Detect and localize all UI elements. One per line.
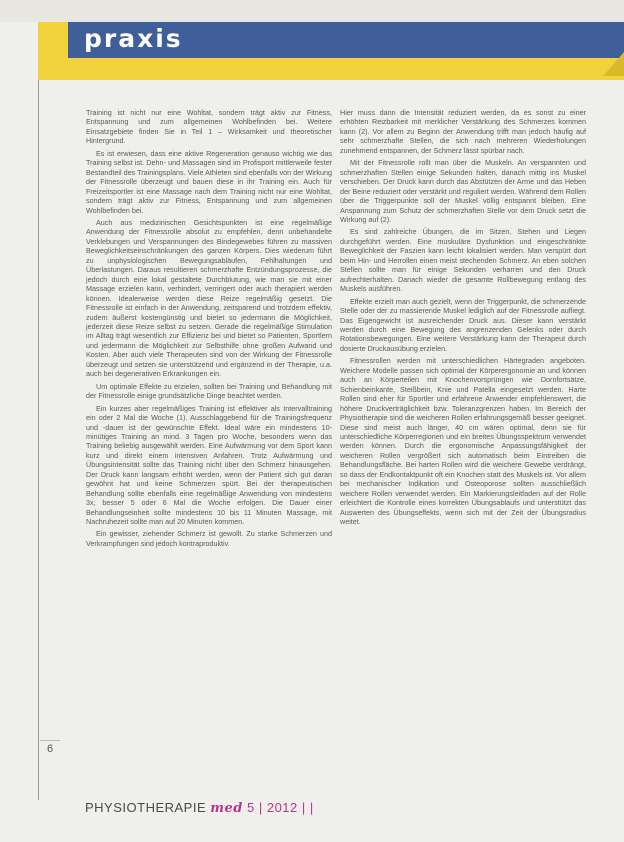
top-margin [0, 0, 624, 22]
page-number: 6 [40, 740, 60, 755]
journal-footer [85, 800, 314, 816]
paragraph: Auch aus medizinischen Gesichtspunkten ist eine regelmäßige Anwendung der Fitnessrolle absolut zu empfehlen, denn unbehandelte Verklebungen und Verspannungen des Bindegewebes führen zu massiven Beweglichkeitseinschränkungen des ganzen Körpers. Dies wiederum führt zu unphysiologischen Bewegungsabläufen, Fehlhaltungen und Überlastungen. Daraus resultieren schmerzhafte Entzündungsprozesse, die jedoch durch eine lokal gestaltete Durchblutung, wie man sie mit einer Massage erzielen kann, verhindert, verringert oder auch therapiert werden können. Idealerweise werden diese Reize regelmäßig gesetzt. Die Fitnessrolle ist einfach in der Anwendung, zeitsparend und trotzdem effektiv, zudem äußerst kostengünstig und bietet so jedermann die Möglichkeit, jederzeit diese Reize selbst zu setzen. Gerade die regelmäßige Stimulation im Alltag trägt wesentlich zur Effizienz bei und bietet so Patienten, Sportlern und jedermann die Möglichkeit zur Selbsthilfe ohne großen Aufwand und Kosten. Aber auch viele Therapeuten sind von der Wirkung der Fitnessrolle überzeugt und setzen sie unterstützend und ergänzend in der Therapie, u.a. auch bei degenerativen Erkrankungen ein. [86, 217, 332, 379]
text-column-right [340, 108, 586, 529]
text-column-left [86, 108, 332, 551]
paragraph: Ein kurzes aber regelmäßiges Training ist effektiver als Intervalltraining ein oder 2 Mal die Woche (1). Ausschlaggebend für die Trainingsfrequenz und -dauer ist der gewünschte Effekt. Ideal wäre ein mindestens 10-minütiges Training an mind. 3 Tagen pro Woche, besonders wenn das Training beliebig ausgewählt werden. Eine Aufwärmung vor dem Sport kann kurz und direkt einem intensiven Anfahren. Trotz Aufwärmung und Übungsintensität sollte das Training nicht über den Schmerz hinausgehen. Der Druck kann langsam erhöht werden, wenn der Patient sich gut daran gewöhnt hat und keine Schmerzen spürt. Bei der therapeutischen Behandlung sollte ebenfalls eine regelmäßige Anwendung von mindestens 3x, besser 5 oder 6 Mal die Woche erfolgen. Die Dauer einer Behandlungseinheit sollte mindestens 10 bis 11 Minuten Massage, mit Nachruhezeit sollte man auf 20 Minuten kommen. [86, 403, 332, 527]
paragraph: Ein gewisser, ziehender Schmerz ist gewollt. Zu starke Schmerzen und Verkrampfungen sind jedoch kontraproduktiv. [86, 529, 332, 548]
corner-decoration [603, 52, 624, 76]
journal-suffix: med [210, 801, 243, 816]
section-title: praxis [84, 24, 183, 53]
paragraph: Mit der Fitnessrolle rollt man über die Muskeln. An verspannten und schmerzhaften Stellen einige Sekunden halten, danach mittig ins Muskel verschieben. Der Druck kann durch das Abstützen der Arme und das Heben der Beine reduziert oder verstärkt und reguliert werden. Während dem Rollen über die Triggerpunkte soll der Muskel völlig entspannt bleiben. Eine Anspannung zum Schutz der schmerzhaften Stelle vor dem Druck setzt die Wirkung auf (2). [340, 158, 586, 224]
paragraph: Training ist nicht nur eine Wohltat, sondern trägt aktiv zur Fitness, Entspannung und zum allgemeinen Wohlbefinden bei. Weitere Einsatzgebiete finden Sie in Teil 1 – Wirksamkeit und theoretischer Hintergrund. [86, 108, 332, 146]
journal-name: PHYSIOTHERAPIE [85, 800, 207, 815]
paragraph: Es sind zahlreiche Übungen, die im Sitzen, Stehen und Liegen durchgeführt werden. Eine muskuläre Dysfunktion und eingeschränkte Beweglichkeit der Faszien kann leicht lokalisiert werden. Man verspürt dort beim Hin- und Herrollen einen meist stechenden Schmerz. An eben solchen Stellen sollte man für einige Sekunden verharren und den Druck aufrechterhalten. Danach wieder die gesamte Rollbewegung entlang des Muskels ausführen. [340, 227, 586, 294]
paragraph: Fitnessrollen werden mit unterschiedlichen Härtegraden angeboten. Weichere Modelle passen sich optimal der Körperergonomie an und können auch an Körperteilen mit Knochenvorsprüngen wie Dornfortsätze, Schienbeinkante, Steißbein, Knie und Patella eingesetzt werden. Harte Rollen sind eher für Sportler und erfahrene Anwender empfehlenswert, die höhere Druckverträglichkeit bzw. Toleranzgrenzen haben. Im Bereich der Physiotherapie sind die weicheren Rollen erfahrungsgemäß besser geeignet. Diese sind meist auch länger, 40 cm wären optimal, denn sie für unterschiedliche Körperregionen und ein breites Übungsspektrum verwendet werden können. Durch die ergonomische Anpassungsfähigkeit der weicheren Rollen vergrößert sich automatisch beim Eintreiben die Behandlungsfläche. Bei harten Rollen wird die weichere Gewebe verdrängt, so dass der Endkontaktpunkt oft ein Knochen statt des Muskels ist. Vor allem bei mechanischer Indikation und Osteoporose sollten ausschließlich weichere Rollen verwendet werden. Ein Markierungsleitfaden auf der Rolle erleichtert die Kontrolle eines korrekten Übungsablaufs und unterstützt das Auswerten des Übungseffekts, wenn sich mit der Zeit der Übungsradius weitet. [340, 356, 586, 527]
issue-info: 5 | 2012 | | [247, 800, 314, 815]
paragraph: Um optimale Effekte zu erzielen, sollten bei Training und Behandlung mit der Fitnessrolle einige grundsätzliche Dinge beachtet werden. [86, 381, 332, 401]
paragraph: Effekte erzielt man auch gezielt, wenn der Triggerpunkt, die schmerzende Stelle oder der zu massierende Muskel lediglich auf der Fitnessrolle aufliegt. Das Eigengewicht ist ausreichender Druck aus. Dieser kann verstärkt werden durch eine Bewegung des angrenzenden Gelenks oder durch Rotationsbewegungen. Eine weitere Verstärkung kann der Therapeut durch dosierte Druckausübung erzielen. [340, 296, 586, 353]
margin-rule [38, 80, 39, 800]
paragraph: Es ist erwiesen, dass eine aktive Regeneration genauso wichtig wie das Training selbst ist. Dehn- und Massagen sind im Profisport mittlerweile fester Bestandteil des Trainingsplans. Viele Athleten sind ebenfalls von der Wirkung der Fitnessrolle überzeugt und bauen diese in ihr Training ein. Auch für Freizeitsportler ist eine Massage nach dem Training nicht nur eine Wohltat, sondern trägt aktiv zur Fitness, Entspannung und zum allgemeinen Wohlbefinden bei. [86, 148, 332, 215]
paragraph: Hier muss dann die Intensität reduziert werden, da es sonst zu einer erhöhten Reizbarkeit mit merklicher Verstärkung des Schmerzes kommen kann (2). Vor allem zu Beginn der Anwendung trifft man jedoch häufig auf sehr schmerzhafte Stellen, die sich nach mehreren Wiederholungen zunehmend entspannen, der Schmerz lässt spürbar nach. [340, 108, 586, 155]
